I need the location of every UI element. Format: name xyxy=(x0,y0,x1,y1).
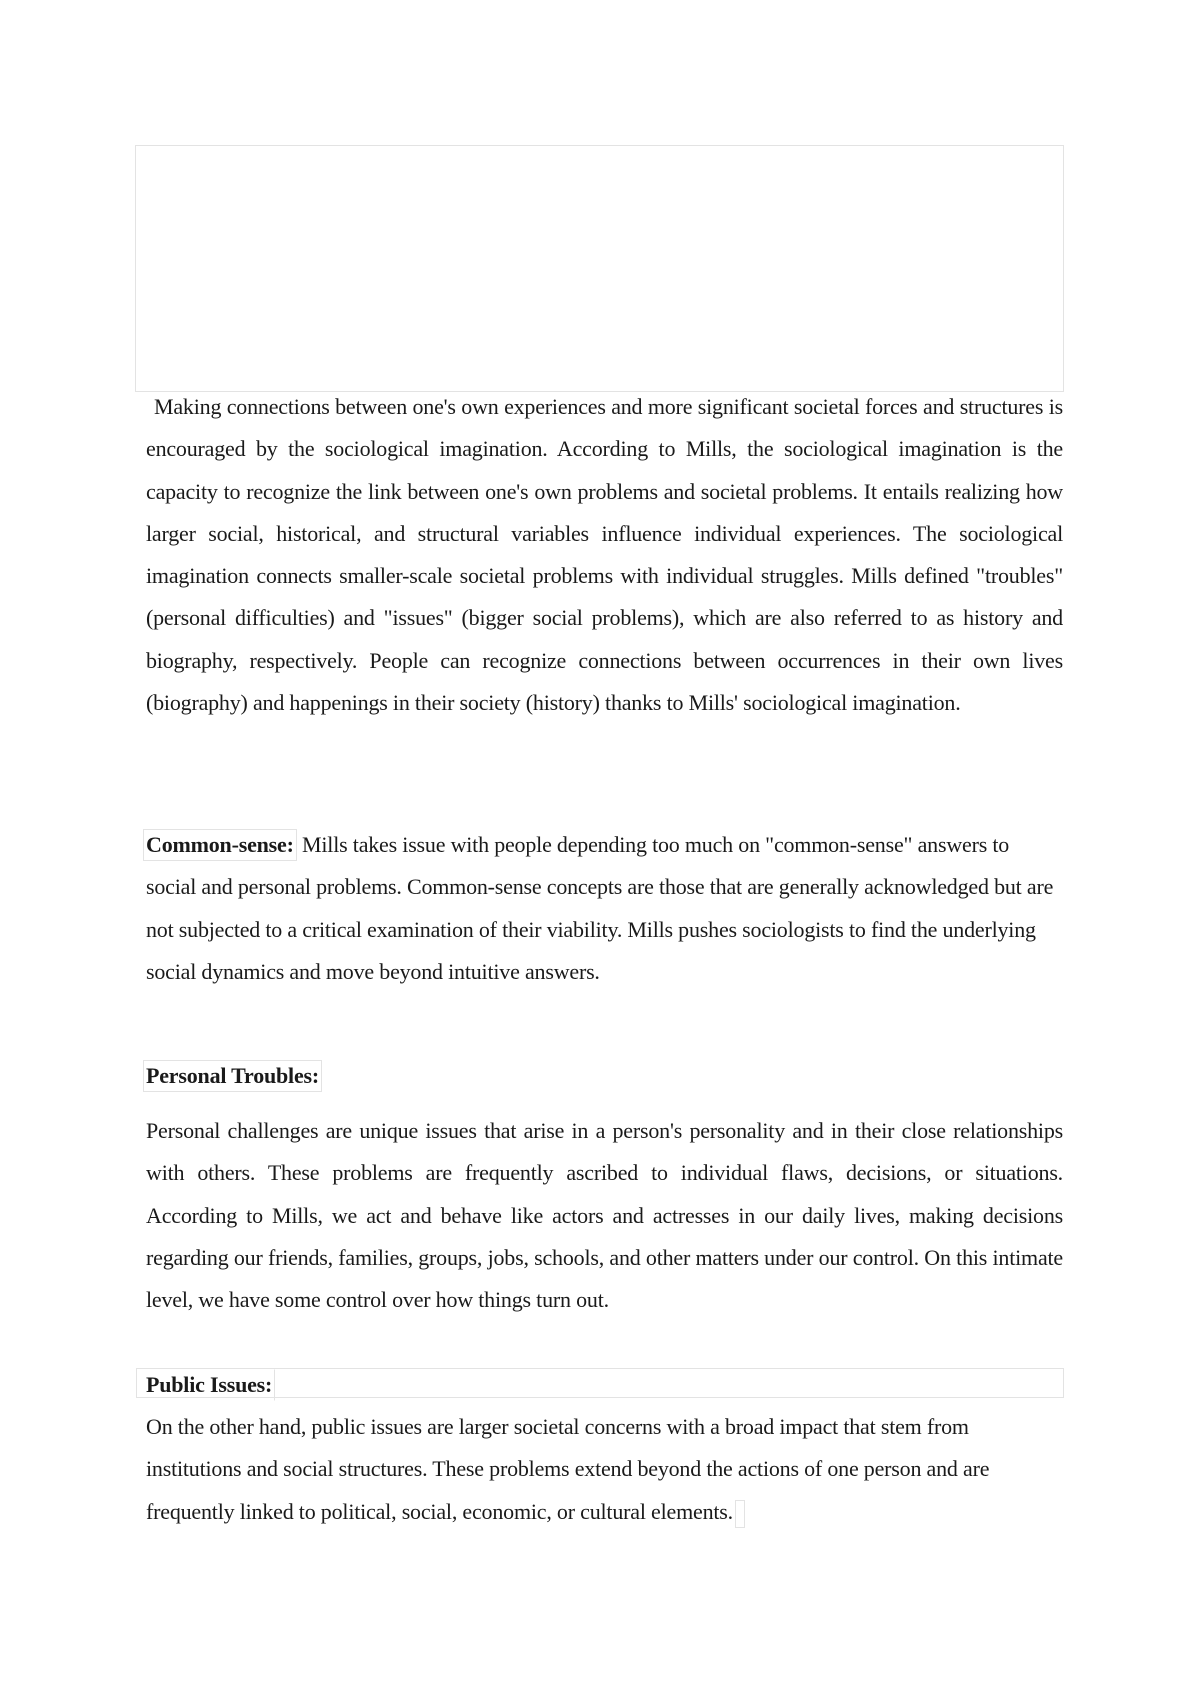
public-issues-text: On the other hand, public issues are larger societal concerns with a broad impact that stem from institutions and social structures. These problems extend beyond the actions of one person and are frequently linked to political, social, economic, or cultural elements. xyxy=(146,1414,990,1524)
personal-troubles-heading: Personal Troubles: xyxy=(143,1060,322,1092)
public-issues-heading-row xyxy=(146,1364,1063,1406)
common-sense-paragraph xyxy=(146,824,1063,993)
image-placeholder xyxy=(135,145,1064,392)
public-issues-heading: Public Issues: xyxy=(143,1369,275,1401)
personal-troubles-heading-row xyxy=(146,1055,1063,1097)
personal-troubles-paragraph: Personal challenges are unique issues that arise in a person's personality and in their close relationships with others. These problems are frequently ascribed to individual flaws, decisions, or situations. According to Mills, we act and behave like actors and actresses in our daily lives, making decisions regarding our friends, families, groups, jobs, schools, and other matters under our control. On this intimate level, we have some control over how things turn out. xyxy=(146,1118,1063,1313)
common-sense-label: Common-sense: xyxy=(143,829,297,861)
public-issues-paragraph xyxy=(146,1406,1063,1533)
common-sense-text: Mills takes issue with people depending too much on "common-sense" answers to social and personal problems. Common-sense concepts are those that are generally acknowledged but are not subjected to a critical examination of their viability. Mills pushes sociologists to find the underlying social dynamics and move beyond intuitive answers. xyxy=(146,832,1054,984)
intro-paragraph: Making connections between one's own experiences and more significant societal forces and structures is encouraged by the sociological imagination. According to Mills, the sociological imagination is the capacity to recognize the link between one's own problems and societal problems. It entails realizing how larger social, historical, and structural variables influence individual experiences. The sociological imagination connects smaller-scale societal problems with individual struggles. Mills defined "troubles" (personal difficulties) and "issues" (bigger social problems), which are also referred to as history and biography, respectively. People can recognize connections between occurrences in their own lives (biography) and happenings in their society (history) thanks to Mills' sociological imagination. xyxy=(146,394,1063,716)
text-end-marker xyxy=(735,1500,745,1528)
